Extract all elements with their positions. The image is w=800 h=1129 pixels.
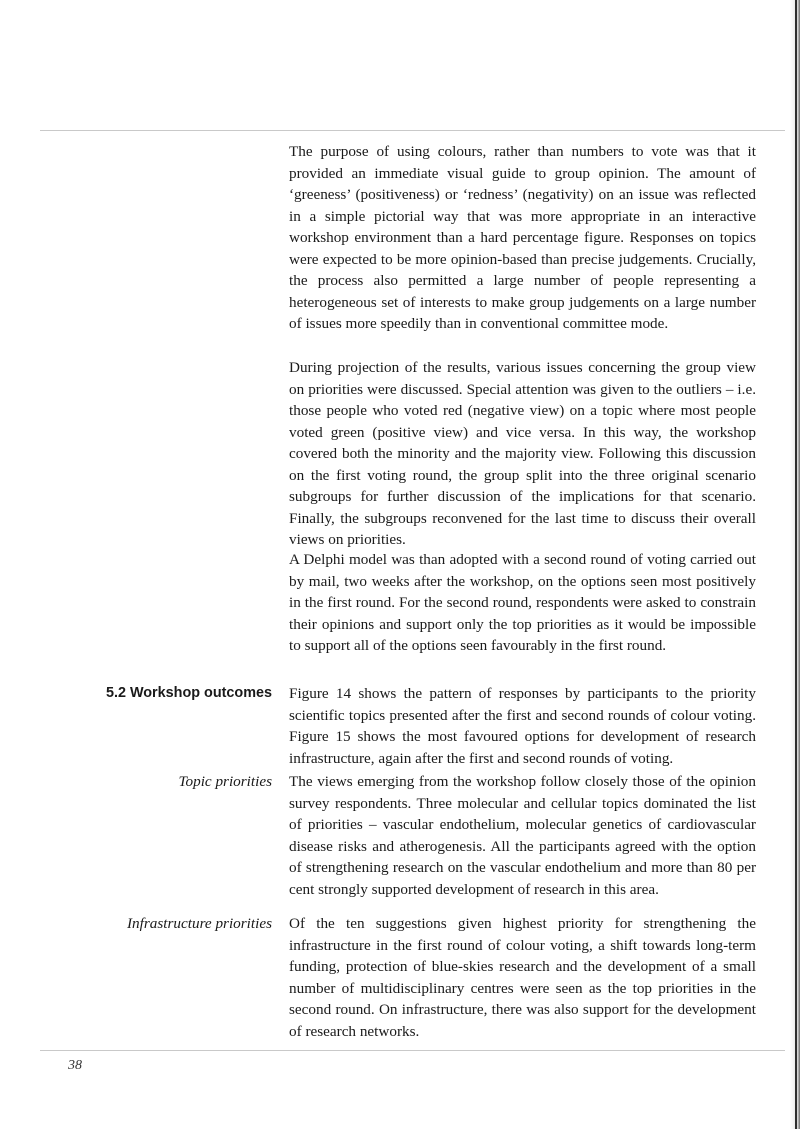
subheading-topic-priorities: Topic priorities [178, 773, 272, 790]
top-rule [40, 130, 785, 131]
bottom-rule [40, 1050, 785, 1051]
paragraph-figures: Figure 14 shows the pattern of responses by participants to the priority scientific topics presented after the first and second rounds of colour voting. Figure 15 shows the most favoured options for development of research infrastructure, again after the first and second rounds of voting. [289, 685, 756, 767]
paragraph-projection-results: During projection of the results, various issues concerning the group view on priorities were discussed. Special attention was given to the outliers – i.e. those people who voted red (negative view) on a topic where most people voted green (positive view) and vice versa. In this way, the workshop covered both the minority and the majority view. Following this discussion on the first voting round, the group split into the three original scenario subgroups for further discussion of the implications for that scenario. Finally, the subgroups reconvened for the last time to discuss their overall views on priorities. [289, 359, 756, 548]
paragraph-infrastructure-priorities: Of the ten suggestions given highest priority for strengthening the infrastructure in the first round of colour voting, a shift towards long-term funding, protection of blue-skies research and the development of a small number of multidisciplinary centres were seen as the top priorities in the second round. On infrastructure, there was also support for the development of research networks. [289, 915, 756, 1040]
section-heading: 5.2 Workshop outcomes [105, 685, 272, 701]
paragraph-delphi-model: A Delphi model was than adopted with a second round of voting carried out by mail, two weeks after the workshop, on the options seen most positively in the first round. For the second round, respondents were asked to constrain their opinions and support only the top priorities as it would be impossible to support all of the options seen favourably in the first round. [289, 551, 756, 654]
subheading-infrastructure-priorities: Infrastructure priorities [127, 915, 272, 932]
paragraph-topic-priorities: The views emerging from the workshop follow closely those of the opinion survey respondents. Three molecular and cellular topics dominated the list of priorities – vascular endothelium, molecular genetics of cardiovascular disease risks and atherogenesis. All the participants agreed with the option of strengthening research on the vascular endothelium and more than 80 per cent strongly supported development of research in this area. [289, 773, 756, 898]
paragraph-colour-voting: The purpose of using colours, rather than numbers to vote was that it provided an immediate visual guide to group opinion. The amount of ‘greeness’ (positiveness) or ‘redness’ (negativity) on an issue was reflected in a simple pictorial way that was more appropriate in an interactive workshop environment than a hard percentage figure. Responses on topics were expected to be more opinion-based than precise judgements. Crucially, the process also permitted a large number of people representing a heterogeneous set of interests to make group judgements on a large number of issues more speedily than in conventional committee mode. [289, 143, 756, 332]
page-number: 38 [68, 1058, 82, 1073]
page-edge-line [795, 0, 797, 1129]
